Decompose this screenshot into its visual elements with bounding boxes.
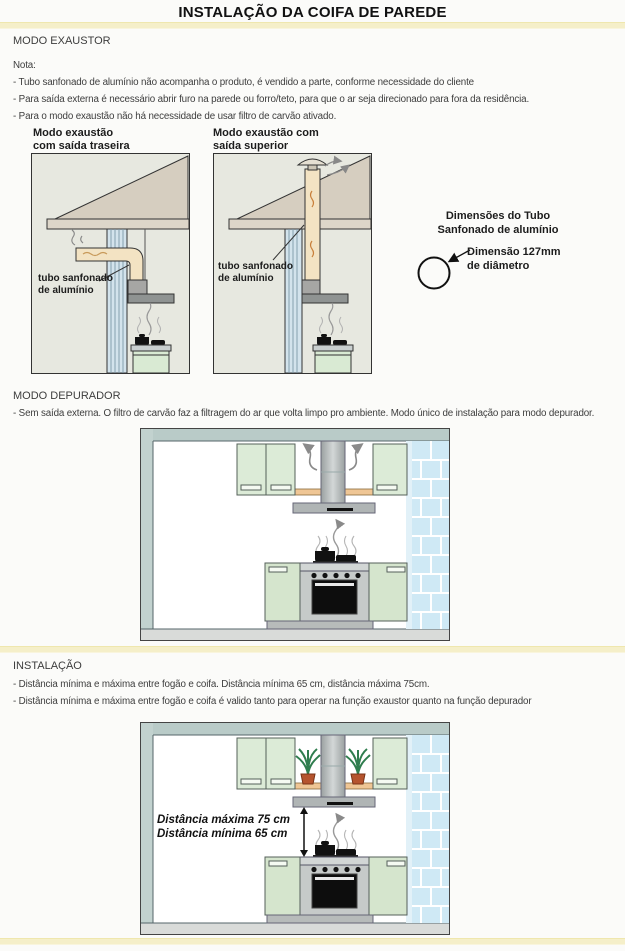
tube-circle-icon — [419, 258, 450, 289]
diagram-top-title: Modo exaustão com saída superior — [213, 127, 319, 152]
note-label: Nota: — [13, 60, 36, 71]
section-heading-depurador: MODO DEPURADOR — [13, 390, 121, 402]
note-line: - Distância mínima e máxima entre fogão e coifa é valido tanto para operar na função exaustor quanto na função depurador — [13, 696, 532, 707]
tube-dimensions-title: Dimensões do Tubo Sanfonado de alumínio — [437, 210, 559, 236]
diagram-rear-illustration — [31, 153, 190, 374]
tube-diameter-label: Dimensão 127mm de diâmetro — [467, 246, 561, 272]
page-title: INSTALAÇÃO DA COIFA DE PAREDE — [178, 4, 447, 21]
divider-band-top — [0, 22, 625, 29]
section-heading-exaustor: MODO EXAUSTOR — [13, 35, 111, 47]
note-line: - Tubo sanfonado de alumínio não acompanha o produto, é vendido a parte, conforme necessidade do cliente — [13, 77, 474, 88]
note-line: - Para saída externa é necessário abrir furo na parede ou forro/teto, para que o ar seja direcionado para fora da residência. — [13, 94, 530, 105]
striped-wall — [285, 229, 302, 373]
note-line: - Para o modo exaustão não há necessidade de usar filtro de carvão ativado. — [13, 111, 337, 122]
duct-vertical — [305, 169, 320, 280]
brick-wall — [406, 441, 449, 629]
diagram-rear-title: Modo exaustão com saída traseira — [33, 127, 130, 152]
duct-label: tubo sanfonado de alumínio — [38, 273, 113, 296]
kitchen-scene-depurador — [140, 428, 450, 641]
duct-label: tubo sanfonado de alumínio — [218, 261, 293, 284]
note-line: - Sem saída externa. O filtro de carvão faz a filtragem do ar que volta limpo pro ambiente. Modo único de instalação para modo depurador. — [13, 408, 595, 419]
divider-band-bottom — [0, 938, 625, 945]
note-line: - Distância mínima e máxima entre fogão e coifa. Distância mínima 65 cm, distância máxima 75cm. — [13, 679, 430, 690]
stove-shape — [297, 563, 372, 621]
distance-labels — [157, 814, 290, 841]
diagram-rear-outlet — [31, 153, 190, 374]
kitchen-illustration-depurador — [140, 428, 450, 641]
divider-band-middle — [0, 646, 625, 653]
brick-wall — [406, 735, 449, 923]
stove-shape — [297, 857, 372, 915]
distance-min-label: Distância mínima 65 cm — [157, 827, 288, 840]
section-heading-instalacao: INSTALAÇÃO — [13, 660, 82, 672]
diagram-top-outlet — [213, 153, 372, 374]
kitchen-illustration-distances — [140, 722, 450, 935]
distance-max-label: Distância máxima 75 cm — [157, 814, 290, 826]
